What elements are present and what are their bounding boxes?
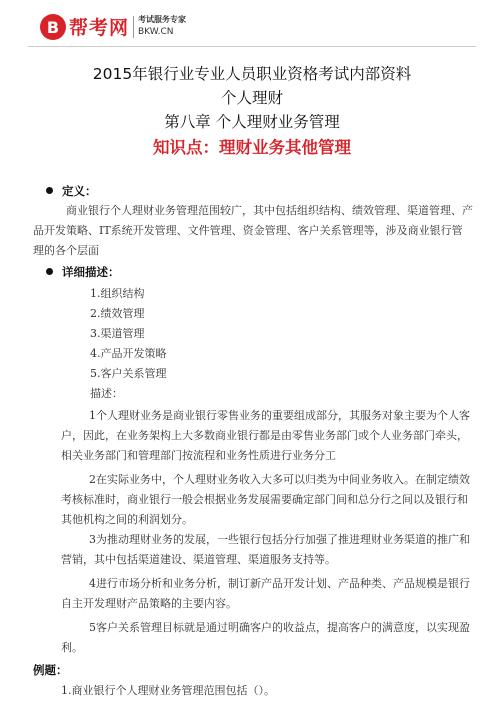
definition-text: 商业银行个人理财业务管理范围较广，其中包括组织结构、绩效管理、渠道管理、产品开发策略、IT系统开发管理、文件管理、资金管理、客户关系管理等，涉及商业银行管理的各个层面 (33, 204, 473, 257)
detail-heading: 详细描述： (46, 264, 120, 280)
brand-logo-icon: B (40, 14, 66, 40)
subject-title: 个人理财 (220, 89, 283, 107)
logo-divider (133, 16, 134, 38)
header-divider (28, 46, 476, 47)
detail-list (90, 284, 167, 404)
list-item: 3.渠道管理 (90, 327, 145, 340)
description-paragraph-4: 4进行市场分析和业务分析，制订新产品开发计划、产品种类、产品规模是银行自主开发理财产品策略的主要内容。 (61, 577, 470, 610)
description-label: 描述： (90, 387, 123, 400)
definition-heading: 定义： (46, 183, 97, 199)
brand-name: 帮考网 (69, 17, 130, 39)
description-paragraph-2: 2在实际业务中，个人理财业务收入大多可以归类为中间业务收入。在制定绩效考核标准时，商业银行一般会根据业务发展需要确定部门间和总分行之间以及银行和其他机构之间的利润划分。 (61, 473, 470, 526)
chapter-title: 第八章 个人理财业务管理 (164, 113, 340, 131)
example-question: 1.商业银行个人理财业务管理范围包括（）。 (61, 684, 275, 697)
list-item: 1.组织结构 (90, 287, 145, 300)
brand-url: BKW.CN (138, 27, 174, 37)
list-item: 2.绩效管理 (90, 307, 145, 320)
description-paragraph-1: 1个人理财业务是商业银行零售业务的重要组成部分，其服务对象主要为个人客户，因此，在业务架构上大多数商业银行都是由零售业务部门或个人业务部门牵头，相关业务部门和管理部门按流程和业务性质进行业务分工 (61, 409, 470, 462)
document-title: 2015年银行业专业人员职业资格考试内部资料 (92, 65, 412, 83)
list-item: 5.客户关系管理 (90, 367, 167, 380)
description-paragraph-3: 3为推动理财业务的发展，一些银行包括分行加强了推进理财业务渠道的推广和营销，其中包括渠道建设、渠道管理、渠道服务支持等。 (61, 533, 470, 566)
title-block (0, 62, 504, 161)
bullet-icon (46, 187, 53, 194)
topic-title: 知识点：理财业务其他管理 (153, 138, 351, 157)
example-label: 例题： (33, 663, 68, 677)
bullet-icon (46, 268, 53, 275)
description-paragraph-5: 5客户关系管理目标就是通过明确客户的收益点，提高客户的满意度，以实现盈利。 (61, 621, 470, 654)
document-header (0, 0, 504, 52)
list-item: 4.产品开发策略 (90, 347, 167, 360)
brand-slogan: 考试服务专家 (138, 15, 186, 24)
